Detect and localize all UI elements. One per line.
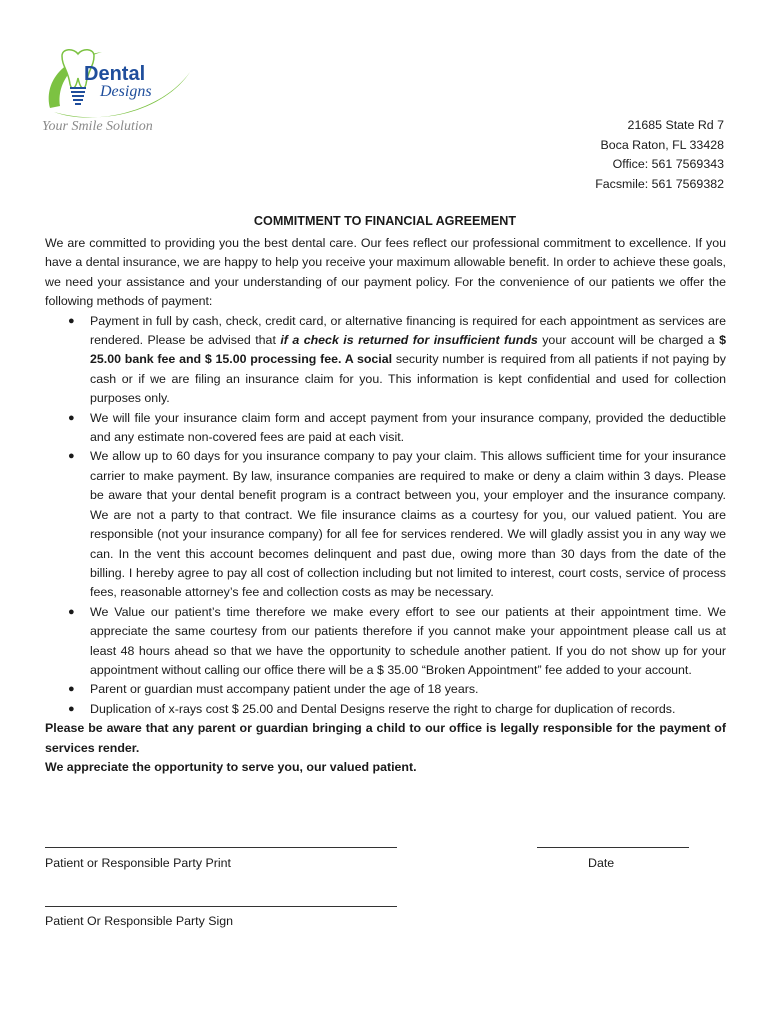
list-item: ● We Value our patient’s time therefore we make every effort to see our patients at their appointment time. We appreciate the same courtesy from our patients therefore if you cannot make your appointment please call us at least 48 hours ahead so that we have the opportunity to schedule another patient. If you do not show up for your appointment without calling our office there will be a $ 35.00 “Broken Appointment” fee added to your account.: [68, 604, 726, 677]
bullet-icon: ●: [68, 411, 75, 424]
list-item: ● We will file your insurance claim form and accept payment from your insurance company, provided the deductible and any estimate non-covered fees are paid at each visit.: [68, 410, 726, 445]
list-item: ● Duplication of x-rays cost $ 25.00 and Dental Designs reserve the right to charge for duplication of records.: [45, 700, 726, 719]
bullet-icon: ●: [68, 683, 75, 696]
list-item: ● Payment in full by cash, check, credit card, or alternative financing is required for each appointment as services are rendered. Please be advised that if a check is returned for insufficient funds your account will be charged a $ 25.00 bank fee and $ 15.00 processing fee. A social security number is required from all patients if not paying by cash or if we are filing an insurance claim for you. This information is kept confidential and used for collection purposes only.: [68, 313, 727, 406]
closing-line: We appreciate the opportunity to serve you, our valued patient.: [45, 759, 417, 774]
logo-brand-top: Dental: [84, 63, 146, 85]
print-name-label: Patient or Responsible Party Print: [45, 856, 231, 870]
agreement-body: [45, 234, 726, 777]
document-title: COMMITMENT TO FINANCIAL AGREEMENT: [253, 214, 517, 228]
date-label: Date: [588, 856, 615, 870]
dental-designs-logo: [40, 44, 200, 136]
logo-tagline: Your Smile Solution: [42, 119, 153, 134]
address-street: 21685 State Rd 7: [627, 118, 724, 132]
fee-amounts: $ 25.00 bank fee and $ 15.00 processing fee. A social: [90, 333, 726, 367]
intro-paragraph: We are committed to providing you the best dental care. Our fees reflect our professional commitment to excellence. If you have a dental insurance, we are happy to help you receive your maximum allowable benefit. In order to achieve these goals, we need your assistance and your understanding of our payment policy. For the convenience of our patients we offer the following methods of payment:: [45, 236, 726, 309]
signature-label: Patient Or Responsible Party Sign: [45, 914, 234, 928]
office-address: [595, 116, 724, 194]
logo-graphic: [40, 44, 200, 136]
bullet-icon: ●: [68, 450, 75, 463]
bullet-icon: ●: [68, 314, 75, 327]
address-city: Boca Raton, FL 33428: [600, 137, 724, 152]
print-name-line[interactable]: [45, 847, 397, 848]
bullet-icon: ●: [68, 702, 75, 715]
bullet-icon: ●: [68, 605, 75, 618]
signature-line[interactable]: [45, 906, 397, 907]
address-office-phone: Office: 561 7569343: [612, 157, 724, 171]
list-item: ● Parent or guardian must accompany patient under the age of 18 years.: [45, 680, 726, 699]
date-line[interactable]: [537, 847, 689, 848]
list-item: ● We allow up to 60 days for you insurance company to pay your claim. This allows sufficient time for your insurance carrier to make payment. By law, insurance companies are required to make or deny a claim within 3 days. Please be aware that your dental benefit program is a contract between you, your employer and the insurance company. We are not a party to that contract. We file insurance claims as a courtesy for you, our valued patient. You are responsible (not your insurance company) for all fee for services rendered. We will gladly assist you in any way we can. In the vent this account becomes delinquent and past due, owing more than 30 days from the date of the billing. I hereby agree to pay all cost of collection including but not limited to interest, court costs, service of process fees, reasonable attorney’s fee and collection costs as may be necessary.: [68, 449, 726, 600]
address-fax: Facsmile: 561 7569382: [595, 176, 724, 191]
guardian-notice: Please be aware that any parent or guardian bringing a child to our office is legally responsible for the payment of services render.: [45, 721, 726, 755]
payment-methods-list: [45, 312, 726, 720]
returned-check-warning: if a check is returned for insufficient funds: [280, 333, 538, 348]
logo-brand-bottom: Designs: [100, 83, 152, 100]
